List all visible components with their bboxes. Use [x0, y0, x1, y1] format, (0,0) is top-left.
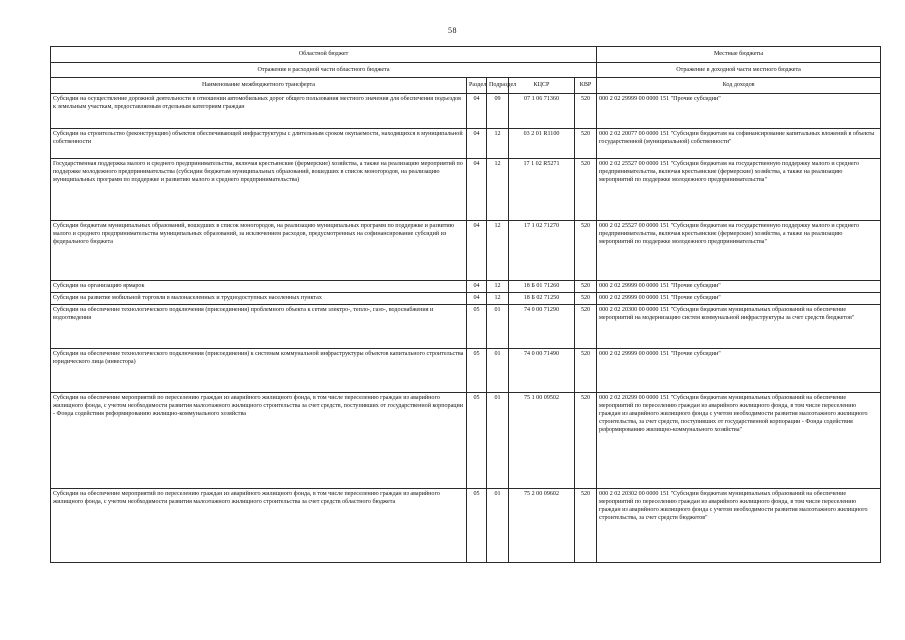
table-row	[51, 293, 881, 305]
table-row	[51, 159, 881, 221]
kvr-code: 520	[575, 489, 597, 563]
subsection-code: 09	[487, 94, 509, 129]
section-code: 04	[467, 159, 487, 221]
transfer-name: Субсидии на обеспечение технологического подключения (присоединения) к системам коммунальной инфраструктуры объектов капитального строительства юридического лица (инвестора)	[51, 349, 467, 393]
local-budgets-header: Местные бюджеты	[597, 47, 881, 63]
table-row	[51, 281, 881, 293]
col-subsection-header: Подраздел	[487, 78, 509, 94]
transfer-name: Субсидии бюджетам муниципальных образований, вошедших в список моногородов, на реализацию муниципальных программ по поддержке и развитию малого и среднего предпринимательства муниципальных образований, за исключением расходов, предусмотренных на софинансирование субсидий из федерального бюджета	[51, 221, 467, 281]
kvr-code: 520	[575, 349, 597, 393]
income-code: 000 2 02 20077 00 0000 151 "Субсидии бюджетам на софинансирование капитальных вложений в объекты государственной (муниципальной) собственности"	[597, 129, 881, 159]
kvr-code: 520	[575, 129, 597, 159]
section-code: 05	[467, 305, 487, 349]
section-code: 04	[467, 129, 487, 159]
subsection-code: 01	[487, 305, 509, 349]
subsection-code: 01	[487, 349, 509, 393]
income-code: 000 2 02 25527 00 0000 151 "Субсидии бюджетам на государственную поддержку малого и среднего предпринимательства, включая крестьянские (фермерские) хозяйства, а также на реализацию мероприятий по поддержке молодежного предпринимательства"	[597, 221, 881, 281]
income-code: 000 2 02 29999 00 0000 151 "Прочие субсидии"	[597, 281, 881, 293]
col-section-header: Раздел	[467, 78, 487, 94]
transfer-name: Субсидии на развитие мобильной торговли в малонаселенных и труднодоступных населенных пунктах	[51, 293, 467, 305]
table-row	[51, 349, 881, 393]
transfer-name: Субсидии на осуществление дорожной деятельности в отношении автомобильных дорог общего пользования местного значения для обеспечения подъездов к земельным участкам, предоставляемым отдельным категориям граждан	[51, 94, 467, 129]
section-code: 04	[467, 281, 487, 293]
header-row-columns	[51, 78, 881, 94]
income-code: 000 2 02 20302 00 0000 151 "Субсидии бюджетам муниципальных образований на обеспечение мероприятий по переселению граждан из аварийного жилищного фонда, в том числе переселению граждан из аварийного жилищного фонда с учетом необходимости развития малоэтажного жилищного строительства, за счет средств бюджетов"	[597, 489, 881, 563]
ktsr-code: 74 0 00 71490	[509, 349, 575, 393]
table-row	[51, 393, 881, 489]
ktsr-code: 75 1 00 09502	[509, 393, 575, 489]
page-number: 58	[448, 26, 457, 35]
income-code: 000 2 02 25527 00 0000 151 "Субсидии бюджетам на государственную поддержку малого и среднего предпринимательства, включая крестьянские (фермерские) хозяйства, а также на реализацию мероприятий по поддержке молодежного предпринимательства"	[597, 159, 881, 221]
kvr-code: 520	[575, 305, 597, 349]
table-row	[51, 489, 881, 563]
income-code: 000 2 02 20299 00 0000 151 "Субсидии бюджетам муниципальных образований на обеспечение мероприятий по переселению граждан из аварийного жилищного фонда, в том числе переселению граждан из аварийного жилищного фонда с учетом необходимости развития малоэтажного жилищного строительства, за счет средств, поступивших от государственной корпорации - Фонда содействия реформированию жилищно-коммунального хозяйства"	[597, 393, 881, 489]
kvr-code: 520	[575, 221, 597, 281]
transfer-name: Субсидии на обеспечение мероприятий по переселению граждан из аварийного жилищного фонда, в том числе переселению граждан из аварийного жилищного фонда, с учетом необходимости развития малоэтажного жилищного строительства за счет средств, поступивших от государственной корпорации - Фонда содействия реформированию жилищно-коммунального хозяйства	[51, 393, 467, 489]
ktsr-code: 17 1 02 71270	[509, 221, 575, 281]
income-code: 000 2 02 29999 00 0000 151 "Прочие субсидии"	[597, 293, 881, 305]
ktsr-code: 18 Б 02 71250	[509, 293, 575, 305]
ktsr-code: 74 0 00 71290	[509, 305, 575, 349]
transfer-name: Субсидии на обеспечение технологического подключения (присоединения) проблемного объекта к сетям электро-, тепло-, газо-, водоснабжения и водоотведения	[51, 305, 467, 349]
income-code: 000 2 02 20300 00 0000 151 "Субсидии бюджетам муниципальных образований на обеспечение мероприятий на модернизацию систем коммунальной инфраструктуры за счет средств бюджетов"	[597, 305, 881, 349]
income-code: 000 2 02 29999 00 0000 151 "Прочие субсидии"	[597, 94, 881, 129]
transfer-name: Государственная поддержка малого и среднего предпринимательства, включая крестьянские (фермерские) хозяйства, а также на реализацию мероприятий по поддержке молодежного предпринимательства (субсидии бюджетам муниципальных образований, вошедших в список моногородов, на реализацию муниципальных программ по поддержке и развитию малого и среднего предпринимательства)	[51, 159, 467, 221]
section-code: 04	[467, 221, 487, 281]
ktsr-code: 18 Б 01 71260	[509, 281, 575, 293]
kvr-code: 520	[575, 281, 597, 293]
expense-reflection-header: Отражение в расходной части областного бюджета	[51, 63, 597, 78]
header-row-reflection	[51, 63, 881, 78]
transfer-name: Субсидии на строительство (реконструкцию) объектов обеспечивающей инфраструктуры с длительным сроком окупаемости, находящихся в муниципальной собственности	[51, 129, 467, 159]
transfer-name: Субсидии на организацию ярмарок	[51, 281, 467, 293]
subsection-code: 12	[487, 221, 509, 281]
kvr-code: 520	[575, 94, 597, 129]
regional-budget-header: Областной бюджет	[51, 47, 597, 63]
subsection-code: 12	[487, 159, 509, 221]
subsection-code: 01	[487, 393, 509, 489]
transfers-table	[50, 46, 881, 563]
kvr-code: 520	[575, 293, 597, 305]
col-name-header: Наименование межбюджетного трансферта	[51, 78, 467, 94]
section-code: 05	[467, 393, 487, 489]
table-row	[51, 129, 881, 159]
income-reflection-header: Отражение в доходной части местного бюджета	[597, 63, 881, 78]
subsection-code: 12	[487, 129, 509, 159]
kvr-code: 520	[575, 159, 597, 221]
subsection-code: 12	[487, 293, 509, 305]
ktsr-code: 75 2 00 09602	[509, 489, 575, 563]
ktsr-code: 03 2 01 R1100	[509, 129, 575, 159]
section-code: 05	[467, 349, 487, 393]
ktsr-code: 07 1 06 71360	[509, 94, 575, 129]
section-code: 04	[467, 293, 487, 305]
kvr-code: 520	[575, 393, 597, 489]
subsection-code: 01	[487, 489, 509, 563]
table-row	[51, 221, 881, 281]
col-income-code-header: Код доходов	[597, 78, 881, 94]
section-code: 04	[467, 94, 487, 129]
table-row	[51, 94, 881, 129]
transfer-name: Субсидии на обеспечение мероприятий по переселению граждан из аварийного жилищного фонда, в том числе переселению граждан из аварийного жилищного фонда, с учетом необходимости развития малоэтажного жилищного строительства за счет средств областного бюджета	[51, 489, 467, 563]
header-row-budgets	[51, 47, 881, 63]
subsection-code: 12	[487, 281, 509, 293]
ktsr-code: 17 1 02 R5271	[509, 159, 575, 221]
income-code: 000 2 02 29999 00 0000 151 "Прочие субсидии"	[597, 349, 881, 393]
col-kvr-header: КВР	[575, 78, 597, 94]
table-row	[51, 305, 881, 349]
col-ktsr-header: КЦСР	[509, 78, 575, 94]
section-code: 05	[467, 489, 487, 563]
